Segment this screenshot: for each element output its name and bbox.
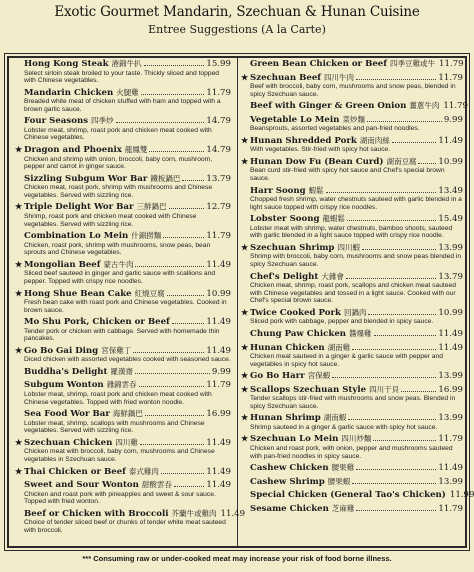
menu-item-description: Tender pork or chicken with cabbage. Served with homemade thin pancakes. xyxy=(24,327,220,343)
menu-item-name: Green Bean Chicken or Beef xyxy=(250,59,387,69)
dot-leader xyxy=(348,412,436,420)
menu-item xyxy=(241,135,463,156)
menu-item-description: Diced chicken with assorted vegetables cooked with seasoned sauce. xyxy=(24,356,231,364)
menu-item-name: Special Chicken (General Tao's Chicken) xyxy=(250,490,446,501)
restaurant-title: Exotic Gourmet Mandarin, Szechuan & Hunan Cuisine xyxy=(54,4,420,20)
menu-item-price: 14.79 xyxy=(206,116,231,127)
food-safety-note: *** Consuming raw or under-cooked meat may increase your risk of food borne illness. xyxy=(82,554,392,563)
menu-item-line xyxy=(15,259,231,271)
menu-item-name: Lobster Soong xyxy=(250,214,320,225)
menu-item-name: Szechuan Chicken xyxy=(24,437,113,448)
menu-item-chinese-name: 四川牛肉 xyxy=(324,72,354,82)
menu-item-description: Chicken and roast pork, with onion, pepper and mushrooms sauteed with pan-fried noodles in spicy sauce. xyxy=(250,444,453,460)
dot-leader xyxy=(145,408,205,416)
menu-item-chinese-name: 四川蝦 xyxy=(337,242,360,252)
menu-item-price: 9.99 xyxy=(443,114,463,125)
menu-item-line xyxy=(241,242,463,254)
dot-leader xyxy=(332,370,436,378)
menu-item-price: 11.79 xyxy=(438,434,463,445)
menu-item-name: Mongolian Beef xyxy=(24,259,101,270)
dot-leader xyxy=(352,342,436,350)
menu-item-name: Triple Delight Wor Bar xyxy=(24,202,134,213)
menu-item-chinese-name: 腰果雞 xyxy=(331,463,355,473)
menu-item-price: 11.49 xyxy=(206,259,231,270)
menu-item-description: With vegetables. Stir-fried with spicy hot sauce. xyxy=(250,146,391,154)
menu-item xyxy=(241,328,463,342)
menu-item-name: Hunan Shredded Pork xyxy=(250,135,357,146)
dot-leader xyxy=(144,58,205,66)
menu-item-name: Hong Kong Steak xyxy=(24,59,109,69)
menu-item-line xyxy=(241,476,463,488)
menu-item-price: 15.99 xyxy=(206,59,231,69)
menu-item-description: Lobster meat with shrimp, water chestnuts, bamboo shoots, sauteed with garlic blended in a light sauce topped with crispy rice noodle. xyxy=(250,224,453,240)
menu-item-chinese-name: 三鮮鍋巴 xyxy=(136,202,167,212)
menu-item-line xyxy=(15,316,231,328)
menu-item-line xyxy=(241,58,463,70)
menu-item-description: Chicken and roast pork with pineapples and sweet & sour sauce. Topped with fried wonton. xyxy=(24,490,216,506)
menu-item xyxy=(15,173,231,202)
menu-item-description: Beansprouts, assorted vegetables and pan-fried noodles. xyxy=(250,125,420,133)
menu-item xyxy=(241,384,463,413)
menu-item-price: 11.49 xyxy=(206,480,231,491)
menu-item-name: Chung Paw Chicken xyxy=(250,329,347,339)
menu-item xyxy=(241,412,463,433)
menu-item-price: 13.99 xyxy=(438,413,463,424)
menu-item-line xyxy=(15,144,231,156)
menu-item-chinese-name: 腰果蝦 xyxy=(327,476,351,486)
menu-item-price: 11.79 xyxy=(438,503,463,514)
menu-item-name: Mandarin Chicken xyxy=(24,87,114,98)
spicy-star-icon: ★ xyxy=(241,383,249,394)
menu-item-description: Lobster meat, shrimp, scallops with mushrooms and Chinese vegetables. Served with sizzling rice. xyxy=(24,419,205,435)
dot-leader xyxy=(373,433,436,441)
menu-item xyxy=(15,408,231,437)
menu-item xyxy=(241,213,463,242)
menu-item-name: Szechuan Beef xyxy=(250,72,321,83)
menu-item xyxy=(15,87,231,116)
menu-item-price: 13.99 xyxy=(438,371,463,382)
menu-item-description: Lobster meat, shrimp, roast pork and chicken meat cooked with Chinese vegetables. xyxy=(24,126,212,142)
menu-item-chinese-name: 四川雞 xyxy=(115,437,138,447)
dot-leader xyxy=(356,462,436,470)
menu-item xyxy=(241,242,463,271)
menu-item xyxy=(241,100,468,114)
menu-item-price: 10.99 xyxy=(438,307,463,318)
menu-item-name: Twice Cooked Pork xyxy=(250,307,341,318)
menu-item-name: Subgum Wonton xyxy=(24,380,104,391)
menu-item-chinese-name: 羅漢齋 xyxy=(110,366,133,376)
menu-item-line xyxy=(15,366,231,378)
menu-item xyxy=(15,466,231,480)
menu-item-line xyxy=(241,307,463,319)
menu-item-description: Select sirloin steak broiled to your taste. Thickly sliced and topped with Chinese vegetables. xyxy=(24,69,220,85)
menu-item-name: Cashew Chicken xyxy=(250,463,329,474)
menu-item-chinese-name: 宮保雞丁 xyxy=(101,345,132,355)
menu-item-name: Chef's Delight xyxy=(250,271,319,282)
menu-item-price: 11.79 xyxy=(206,87,231,98)
menu-item-chinese-name: 龍蝦鬆 xyxy=(322,214,346,224)
dot-leader xyxy=(326,185,437,193)
menu-item-chinese-name: 湖南蝦 xyxy=(323,413,347,423)
dot-leader xyxy=(182,173,204,181)
menu-item-line xyxy=(241,462,463,474)
menu-item-description: Sliced pork with cabbage, pepper and blended in spicy sauce. xyxy=(250,318,434,326)
menu-item-name: Combination Lo Mein xyxy=(24,231,129,242)
menu-item-description: Bean curd stir-fried with spicy hot sauce and Chef's special brown sauce. xyxy=(250,167,445,182)
menu-item-line xyxy=(241,370,463,382)
menu-item-price: 9.99 xyxy=(211,366,231,377)
menu-item-description: Breaded white meat of chicken stuffed with ham and topped with a brown garlic sauce. xyxy=(24,98,221,113)
spicy-star-icon: ★ xyxy=(15,201,23,212)
menu-item-name: Szechuan Lo Mein xyxy=(250,434,339,445)
menu-item-line xyxy=(15,58,231,70)
menu-item-name: Scallops Szechuan Style xyxy=(250,384,367,395)
menu-item xyxy=(15,201,231,230)
menu-item xyxy=(15,437,231,466)
menu-item-description: Shrimp with broccoli, baby corn, mushrooms and snow peas blended in spicy Szechuan sauce. xyxy=(250,253,462,269)
dot-leader xyxy=(346,271,437,279)
menu-item-chinese-name: 薑蔥牛肉 xyxy=(409,101,440,111)
menu-item-chinese-name: 四季豆雞或牛 xyxy=(389,59,435,68)
menu-item xyxy=(15,144,231,173)
menu-item-price: 11.49 xyxy=(438,463,463,474)
menu-item-line xyxy=(15,115,231,127)
menu-item-price: 14.79 xyxy=(206,145,231,156)
dot-leader xyxy=(169,201,205,209)
menu-item-chinese-name: 芝麻雞 xyxy=(331,503,355,513)
menu-item-price: 13.79 xyxy=(206,173,231,184)
menu-item-name: Mo Shu Pork, Chicken or Beef xyxy=(24,317,170,328)
menu-item-chinese-name: 芥蘭牛或雞肉 xyxy=(171,508,217,518)
menu-item xyxy=(241,503,463,517)
menu-item-chinese-name: 四川干貝 xyxy=(369,384,400,394)
menu-item-line xyxy=(241,384,463,396)
menu-frame xyxy=(7,56,474,548)
menu-item-price: 12.79 xyxy=(206,202,231,213)
menu-item-description: Chicken, roast pork, shrimp with mushrooms, snow peas, bean sprouts and Chinese vegetables. xyxy=(24,241,211,257)
spicy-star-icon: ★ xyxy=(241,134,249,145)
menu-item xyxy=(241,156,463,185)
spicy-star-icon: ★ xyxy=(15,144,23,155)
menu-item xyxy=(15,259,231,288)
menu-item-price: 11.49 xyxy=(206,317,231,328)
menu-item-chinese-name: 港錦牛扒 xyxy=(111,59,142,68)
spicy-star-icon: ★ xyxy=(15,465,23,476)
menu-item-price: 11.49 xyxy=(206,345,231,356)
spicy-star-icon: ★ xyxy=(241,306,249,317)
menu-item-price: 13.99 xyxy=(438,242,463,253)
spicy-star-icon: ★ xyxy=(15,436,23,447)
menu-item xyxy=(241,489,474,503)
menu-item-chinese-name: 蒙古牛肉 xyxy=(103,259,134,269)
menu-item xyxy=(15,288,231,317)
menu-item-line xyxy=(241,156,463,168)
menu-item-chinese-name: 蝦鬆 xyxy=(308,185,324,195)
menu-item-name: Sweet and Sour Wonton xyxy=(24,480,139,491)
menu-item-name: Sesame Chicken xyxy=(250,503,329,514)
menu-item-chinese-name: 泰式雞肉 xyxy=(128,466,159,476)
menu-item xyxy=(15,115,231,144)
dot-leader xyxy=(149,144,204,152)
menu-item-description: Shrimp, roast pork and chicken meat cooked with Chinese vegetables. Served with sizzling rice. xyxy=(24,212,197,228)
menu-item-name: Go Bo Harr xyxy=(250,371,305,382)
menu-item-chinese-name: 海鮮鍋巴 xyxy=(112,409,143,419)
menu-item-line xyxy=(241,412,463,424)
menu-item-description: Choice of tender sliced beef or chunks of tender white meat sauteed with broccoli. xyxy=(24,519,226,534)
menu-item-description: Chicken and shrimp with onion, broccoli, baby corn, mushroom, pepper and carrot in ginger sauce. xyxy=(24,155,213,171)
menu-item-price: 11.49 xyxy=(220,508,246,519)
menu-item xyxy=(15,345,231,366)
menu-item xyxy=(241,114,463,135)
menu-item-line xyxy=(15,345,231,357)
menu-item-price: 10.99 xyxy=(206,288,231,299)
menu-item-name: Szechuan Shrimp xyxy=(250,242,335,253)
menu-item-line xyxy=(15,173,231,185)
dot-leader xyxy=(352,476,436,484)
menu-item-price: 11.49 xyxy=(438,329,463,339)
dot-leader xyxy=(116,115,205,123)
menu-item-chinese-name: 四季炒 xyxy=(91,116,114,126)
menu-item-description: Tender scallops stir-fried with mushrooms and snow peas. Blended in spicy Szechuan sauce. xyxy=(250,395,456,410)
dot-leader xyxy=(374,328,437,336)
menu-item-description: Chicken meat sauteed in a ginger & garlic sauce with pepper and vegetables in spicy hot sauce. xyxy=(250,353,443,368)
menu-item-price: 13.49 xyxy=(438,185,463,196)
menu-item-line xyxy=(241,72,463,84)
dot-leader xyxy=(163,230,204,238)
menu-item-line xyxy=(15,230,231,242)
menu-item-price: 11.79 xyxy=(438,72,463,83)
menu-item-price: 11.49 xyxy=(438,342,463,353)
menu-item-name: Buddha's Delight xyxy=(24,366,108,377)
menu-item-name: Hunan Chicken xyxy=(250,342,325,353)
spicy-star-icon: ★ xyxy=(241,71,249,82)
menu-item-line xyxy=(241,328,463,340)
menu-item xyxy=(15,508,246,537)
menu-item-price: 16.99 xyxy=(206,409,231,420)
menu-item-price: 11.79 xyxy=(206,380,231,391)
dot-leader xyxy=(139,379,205,387)
menu-item-chinese-name: 紅燒豆腐 xyxy=(134,288,165,298)
menu-item-name: Harr Soong xyxy=(250,185,306,196)
dot-leader xyxy=(356,503,436,511)
dot-leader xyxy=(347,213,436,221)
menu-item-description: Sliced beef sauteed in ginger and garlic sauce with scallions and pepper. Topped with crispy rice noodles. xyxy=(24,270,216,285)
menu-item-chinese-name: 四川炒麵 xyxy=(341,434,372,444)
dot-leader xyxy=(401,384,436,392)
menu-item-description: Fresh bean cake with roast pork and Chinese vegetables. Cooked in brown sauce. xyxy=(24,299,227,314)
menu-item xyxy=(15,58,231,87)
dot-leader xyxy=(167,288,205,296)
menu-subtitle: Entree Suggestions (A la Carte) xyxy=(148,23,326,36)
menu-item-name: Beef or Chicken with Broccoli xyxy=(24,508,169,519)
menu-item xyxy=(15,316,231,345)
menu-item-chinese-name: 回鍋肉 xyxy=(343,307,367,317)
menu-item-description: Chicken meat, shrimp, roast pork, scallops and chicken meat sauteed with Chinese vegetables and tossed in a light sauce. Cooked with our Chef's special brown sauce. xyxy=(250,282,456,305)
menu-item xyxy=(241,342,463,371)
menu-item-line xyxy=(15,479,231,491)
menu-item-name: Dragon and Phoenix xyxy=(24,145,122,156)
dot-leader xyxy=(141,87,205,95)
menu-item-chinese-name: 火腿雞 xyxy=(116,87,139,97)
dot-leader xyxy=(135,259,204,267)
spicy-star-icon: ★ xyxy=(15,287,23,298)
menu-item-chinese-name: 什錦撈麵 xyxy=(131,231,162,241)
spicy-star-icon: ★ xyxy=(15,344,23,355)
menu-item-line xyxy=(241,489,474,501)
menu-item-line xyxy=(241,114,463,126)
menu-item-line xyxy=(241,433,463,445)
menu-item-chinese-name: 湖南豆腐 xyxy=(386,156,417,166)
right-column xyxy=(241,58,474,546)
menu-item-name: Sizzling Subgum Wor Bar xyxy=(24,173,148,184)
spicy-star-icon: ★ xyxy=(241,433,249,444)
menu-item-name: Hunan Dow Fu (Bean Curd) xyxy=(250,156,384,167)
dot-leader xyxy=(161,466,205,474)
dot-leader xyxy=(133,345,204,353)
menu-item-chinese-name: 菜炒麵 xyxy=(342,114,365,124)
menu-item xyxy=(241,72,463,101)
menu-item-line xyxy=(15,408,231,420)
spicy-star-icon: ★ xyxy=(241,241,249,252)
dot-leader xyxy=(368,307,436,315)
dot-leader xyxy=(362,242,436,250)
menu-item-chinese-name: 鐵板鍋巴 xyxy=(150,173,181,183)
menu-item-description: Chicken meat, roast pork, shrimp with mushrooms and Chinese vegetables. Served with sizzling rice. xyxy=(24,184,213,199)
menu-item-line xyxy=(241,271,463,283)
spicy-star-icon: ★ xyxy=(241,341,249,352)
menu-item-price: 13.79 xyxy=(438,271,463,282)
menu-item-name: Four Seasons xyxy=(24,116,89,127)
dot-leader xyxy=(135,366,210,374)
menu-item xyxy=(15,479,231,508)
menu-item-description: Lobster meat, shrimp, roast pork and chicken meat cooked with Chinese vegetables. Topped with fried wonton noodle. xyxy=(24,390,212,406)
menu-item-line xyxy=(15,466,231,478)
menu-item-line xyxy=(241,213,463,225)
menu-item-name: Thai Chicken or Beef xyxy=(24,466,126,477)
dot-leader xyxy=(174,479,204,487)
menu-item-chinese-name: 大雜會 xyxy=(321,271,344,281)
menu-item-price: 11.49 xyxy=(206,437,231,448)
menu-item-line xyxy=(241,503,463,515)
menu-item xyxy=(241,185,463,214)
spicy-star-icon: ★ xyxy=(15,258,23,269)
menu-header xyxy=(0,0,474,37)
menu-item-line xyxy=(15,508,246,520)
menu-item-chinese-name: 宮保蝦 xyxy=(307,371,331,381)
menu-item xyxy=(241,476,463,490)
menu-item xyxy=(15,366,231,380)
menu-item-price: 16.99 xyxy=(438,384,463,395)
menu-item-description: Chicken meat with broccoli, baby corn, mushrooms and Chinese vegetables in Szechuan sauce. xyxy=(24,448,215,463)
menu-item-name: Cashew Shrimp xyxy=(250,476,325,487)
menu-item-price: 11.49 xyxy=(438,135,463,146)
menu-item-price: 11.49 xyxy=(206,466,231,477)
menu-item-price: 11.79 xyxy=(443,101,468,112)
menu-item-description: Shrimp sauteed in a ginger & garlic sauce with spicy hot sauce. xyxy=(250,423,438,431)
left-column xyxy=(15,58,246,546)
menu-item-chinese-name: 雜錦雲吞 xyxy=(106,380,137,390)
menu-item-line xyxy=(15,437,231,449)
menu-item-line xyxy=(15,379,231,391)
spicy-star-icon: ★ xyxy=(241,370,249,381)
menu-item xyxy=(241,307,463,328)
menu-item-price: 15.49 xyxy=(438,214,463,225)
menu-item-name: Hong Shue Bean Cake xyxy=(24,288,132,299)
menu-item xyxy=(241,370,463,384)
dot-leader xyxy=(418,156,436,164)
menu-item-description: Beef with broccoli, baby corn, mushrooms and snow peas, blended in spicy Szechuan sauce. xyxy=(250,83,456,98)
menu-item-price: 11.79 xyxy=(438,59,464,69)
spicy-star-icon: ★ xyxy=(241,155,249,166)
menu-item-chinese-name: 甜酸雲吞 xyxy=(141,480,172,490)
menu-item-chinese-name: 醬爆雞 xyxy=(349,329,372,338)
menu-item-chinese-name: 龍鳳雙 xyxy=(124,145,148,155)
dot-leader xyxy=(392,135,437,143)
dot-leader xyxy=(367,114,442,122)
menu-item-description: Chopped fresh shrimp, water chestnuts sauteed with garlic blended in a light sauce topped with crispy rice noodles. xyxy=(250,196,462,211)
menu-item-chinese-name: 湖南肉絲 xyxy=(359,135,390,145)
menu-item-line xyxy=(15,288,231,300)
menu-item-name: Go Bo Gai Ding xyxy=(24,345,99,356)
menu-item-price: 11.99 xyxy=(449,490,474,501)
menu-item-line xyxy=(241,100,468,112)
menu-item-line xyxy=(241,135,463,147)
menu-item-line xyxy=(15,87,231,99)
menu-item-name: Hunan Shrimp xyxy=(250,413,321,424)
menu-item-name: Beef with Ginger & Green Onion xyxy=(250,101,407,112)
dot-leader xyxy=(140,437,205,445)
menu-item xyxy=(241,433,463,462)
menu-item-price: 13.99 xyxy=(438,476,463,487)
menu-item xyxy=(241,271,463,307)
menu-item-name: Sea Food Wor Bar xyxy=(24,409,110,420)
menu-item-line xyxy=(241,342,463,354)
menu-item-chinese-name: 湖南雞 xyxy=(327,342,351,352)
menu-item xyxy=(241,58,463,72)
menu-item xyxy=(15,230,231,259)
menu-item-name: Vegetable Lo Mein xyxy=(250,114,340,125)
menu-item-price: 11.79 xyxy=(206,231,231,242)
spicy-star-icon: ★ xyxy=(241,412,249,423)
menu-item-line xyxy=(15,201,231,213)
dot-leader xyxy=(172,316,205,324)
dot-leader xyxy=(356,72,436,80)
menu-item xyxy=(15,379,231,408)
menu-item-line xyxy=(241,185,463,197)
menu-item-price: 10.99 xyxy=(438,156,463,167)
menu-item xyxy=(241,462,463,476)
